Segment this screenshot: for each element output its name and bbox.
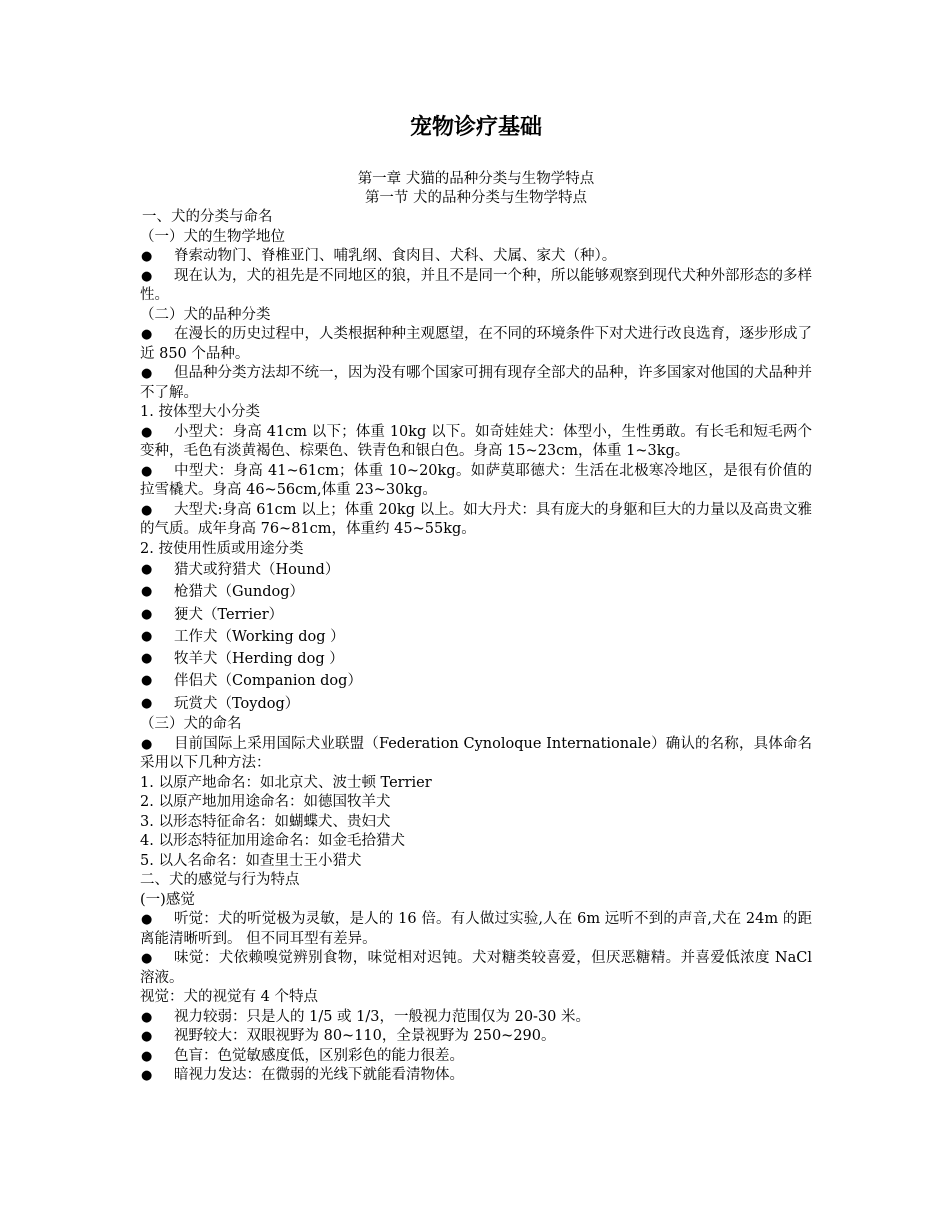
- list-item-text: 伴侣犬（Companion dog）: [174, 673, 362, 690]
- list-item-text: 脊索动物门、脊椎亚门、哺乳纲、食肉目、犬科、犬属、家犬（种）。: [174, 248, 617, 264]
- bullet-icon: ●: [141, 951, 153, 967]
- list-item-text: 牧羊犬（Herding dog ）: [174, 651, 344, 668]
- bullet-list-vision: [140, 1008, 812, 1086]
- bullet-icon: ●: [141, 463, 153, 479]
- bullet-icon: ●: [141, 366, 153, 381]
- bullet-icon: ●: [141, 736, 153, 752]
- bullet-icon: ●: [141, 1029, 153, 1045]
- document-body: [140, 208, 812, 1086]
- heading-classification: 一、犬的分类与命名: [142, 209, 273, 225]
- list-item: [140, 1066, 812, 1086]
- list-item-text: 枪猎犬（Gundog）: [174, 584, 305, 601]
- list-item-text: 㹴犬（Terrier）: [174, 606, 284, 623]
- bullet-icon: ●: [141, 695, 153, 711]
- list-item: [140, 325, 812, 364]
- bullet-list-senses: [140, 910, 812, 988]
- list-item-text: 小型犬：身高 41cm 以下；体重 10kg 以下。如奇娃娃犬：体型小，生性勇敢。有长毛和短毛两个变种，毛色有淡黄褐色、棕栗色、铁青色和银白色。身高 15~23cm，体重 1~3kg。: [140, 423, 812, 459]
- bullet-icon: ●: [141, 268, 153, 284]
- list-item-text: 暗视力发达：在微弱的光线下就能看清物体。: [174, 1067, 464, 1084]
- list-item: [140, 1008, 812, 1028]
- heading-by-size: 1. 按体型大小分类: [140, 404, 260, 420]
- list-item-text: 猎犬或狩猎犬（Hound）: [174, 562, 340, 578]
- naming-method-item: 5. 以人名命名：如查里士王小猎犬: [140, 852, 362, 869]
- list-item: [140, 648, 812, 670]
- naming-method-item: 2. 以原产地加用途命名：如德国牧羊犬: [140, 794, 391, 811]
- list-item: [140, 693, 812, 715]
- list-item-text: 视力较弱：只是人的 1/5 或 1/3，一般视力范围仅为 20-30 米。: [174, 1008, 591, 1025]
- list-item-text: 味觉：犬依赖嗅觉辨别食物，味觉相对迟钝。犬对糖类较喜爱，但厌恶糖精。并喜爱低浓度 NaCl 溶液。: [140, 950, 812, 986]
- section-heading: 第一节 犬的品种分类与生物学特点: [364, 190, 588, 206]
- heading-senses-behavior: 二、犬的感觉与行为特点: [140, 872, 300, 889]
- bullet-icon: ●: [141, 1009, 153, 1025]
- bullet-list-use: [140, 559, 812, 715]
- list-item-text: 工作犬（Working dog ）: [174, 628, 345, 645]
- naming-method-item: 1. 以原产地命名：如北京犬、波士顿 Terrier: [140, 774, 432, 791]
- bullet-list-breeds: [140, 325, 812, 403]
- document-title: 宠物诊疗基础: [409, 114, 542, 140]
- list-item: [140, 581, 812, 603]
- bullet-icon: ●: [141, 651, 153, 667]
- bullet-icon: ●: [141, 249, 153, 264]
- chapter-heading: 第一章 犬猫的品种分类与生物学特点: [357, 171, 595, 187]
- bullet-icon: ●: [141, 562, 153, 577]
- list-item: [140, 670, 812, 692]
- list-item-text: 中型犬：身高 41~61cm；体重 10~20kg。如萨莫耶德犬：生活在北极寒冷地区，是很有价值的拉雪橇犬。身高 46~56cm,体重 23~30kg。: [140, 462, 812, 498]
- bullet-icon: ●: [141, 1048, 153, 1064]
- list-item: [140, 604, 812, 626]
- list-item-text: 目前国际上采用国际犬业联盟（Federation Cynoloque Internationale）确认的名称，具体命名采用以下几种方法：: [140, 735, 812, 772]
- bullet-icon: ●: [141, 1068, 153, 1084]
- list-item-text: 听觉：犬的听觉极为灵敏，是人的 16 倍。有人做过实验,人在 6m 远听不到的声音,犬在 24m 的距离能清晰听到。 但不同耳型有差异。: [140, 911, 812, 947]
- bullet-list-position: [140, 247, 812, 306]
- bullet-icon: ●: [141, 628, 153, 644]
- list-item: [140, 949, 812, 988]
- bullet-list-naming: [140, 735, 812, 774]
- bullet-icon: ●: [141, 606, 153, 622]
- heading-breed-classification: （二）犬的品种分类: [140, 306, 271, 323]
- bullet-icon: ●: [141, 584, 153, 600]
- list-item-text: 色盲：色觉敏感度低，区别彩色的能力很差。: [174, 1047, 464, 1064]
- bullet-icon: ●: [141, 327, 153, 342]
- bullet-icon: ●: [141, 912, 153, 928]
- heading-biological-position: （一）犬的生物学地位: [140, 228, 285, 245]
- list-item: [140, 735, 812, 774]
- list-item: [140, 247, 812, 267]
- list-item: [140, 1047, 812, 1067]
- naming-methods-list: [140, 774, 812, 872]
- list-item: [140, 423, 812, 462]
- list-item-text: 玩赏犬（Toydog）: [174, 695, 300, 712]
- heading-senses: (一)感觉: [140, 891, 195, 908]
- naming-method-item: 3. 以形态特征命名：如蝴蝶犬、贵妇犬: [140, 813, 391, 830]
- vision-intro: 视觉：犬的视觉有 4 个特点: [140, 989, 318, 1006]
- naming-method-item: 4. 以形态特征加用途命名：如金毛拾猎犬: [140, 833, 405, 850]
- list-item: [140, 1027, 812, 1047]
- list-item: [140, 910, 812, 949]
- list-item-text: 在漫长的历史过程中，人类根据种种主观愿望，在不同的环境条件下对犬进行改良选育，逐步形成了近 850 个品种。: [140, 326, 812, 362]
- list-item-text: 视野较大：双眼视野为 80~110，全景视野为 250~290。: [174, 1028, 556, 1045]
- list-item-text: 现在认为，犬的祖先是不同地区的狼，并且不是同一个种，所以能够观察到现代犬种外部形态的多样性。: [140, 267, 812, 303]
- bullet-icon: ●: [141, 502, 153, 518]
- list-item: [140, 626, 812, 648]
- heading-naming: （三）犬的命名: [140, 716, 242, 733]
- bullet-list-size: [140, 423, 812, 540]
- list-item: [140, 364, 812, 403]
- list-item: [140, 462, 812, 501]
- list-item-text: 但品种分类方法却不统一，因为没有哪个国家可拥有现存全部犬的品种，许多国家对他国的犬品种并不了解。: [140, 365, 812, 401]
- heading-by-use: 2. 按使用性质或用途分类: [140, 540, 304, 557]
- bullet-icon: ●: [141, 424, 153, 440]
- list-item: [140, 559, 812, 581]
- list-item: [140, 267, 812, 306]
- bullet-icon: ●: [141, 673, 153, 689]
- list-item-text: 大型犬:身高 61cm 以上；体重 20kg 以上。如大丹犬：具有庞大的身躯和巨大的力量以及高贵文雅的气质。成年身高 76~81cm，体重约 45~55kg。: [140, 501, 812, 537]
- list-item: [140, 501, 812, 540]
